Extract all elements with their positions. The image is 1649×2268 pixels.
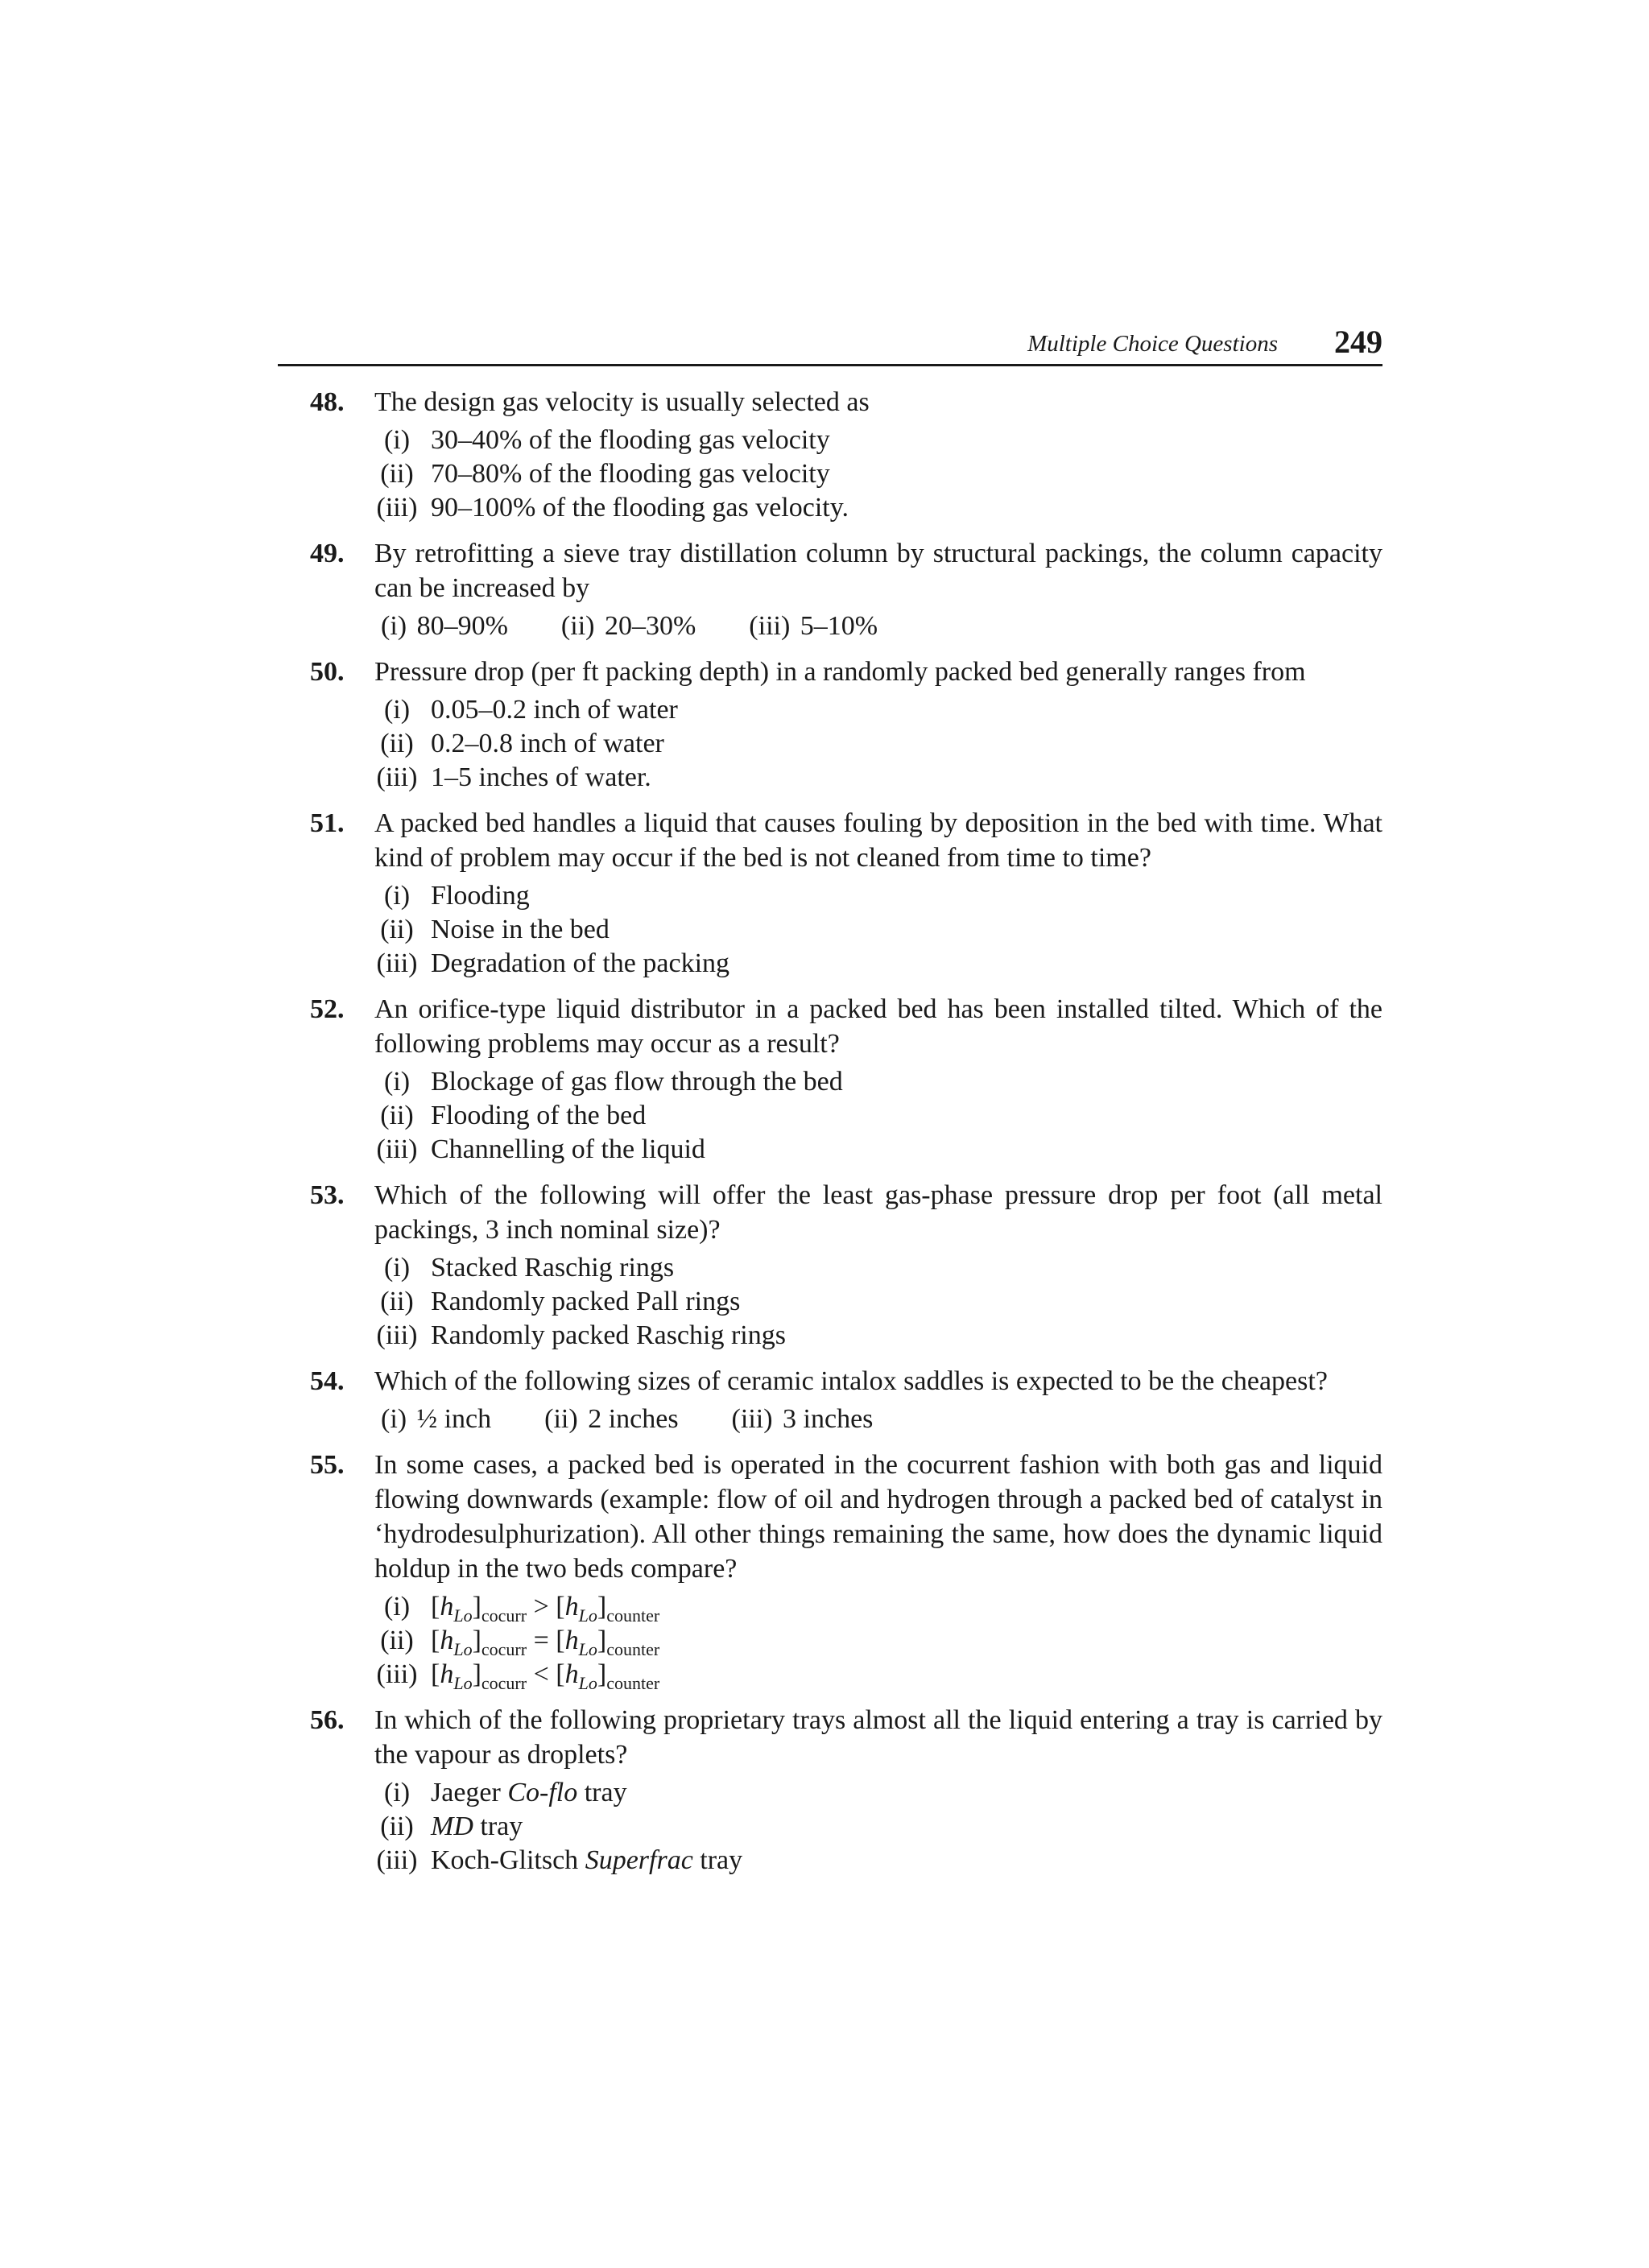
option-text-italic: Co-flo: [507, 1778, 578, 1807]
option-label: (i): [383, 425, 411, 455]
option-text: Noise in the bed: [431, 915, 610, 944]
option-label: (i): [383, 881, 411, 911]
option-item: [381, 609, 508, 643]
formula-symbol-sub: Lo: [578, 1605, 597, 1626]
option-item: [374, 1810, 1382, 1844]
option-label: (i): [383, 1592, 411, 1621]
option-list: [374, 1403, 1382, 1436]
option-item: [374, 761, 1382, 795]
option-text: 30–40% of the flooding gas velocity: [431, 425, 830, 455]
option-text-prefix: Koch-Glitsch: [431, 1845, 585, 1875]
formula-symbol-sub: Lo: [453, 1672, 473, 1693]
option-label: (iii): [749, 611, 791, 641]
option-text: 2 inches: [588, 1404, 679, 1434]
option-text-prefix: Jaeger: [431, 1778, 508, 1807]
option-text: Blockage of gas flow through the bed: [431, 1067, 843, 1097]
formula-symbol: h: [564, 1592, 579, 1621]
question-49: [278, 536, 1382, 643]
option-label: (i): [381, 1404, 407, 1434]
formula: $[h_{Lo}]_{cocurr} < [h_{Lo}]_{counter}$: [431, 1659, 660, 1693]
option-item: [381, 1403, 491, 1436]
option-text: 1–5 inches of water.: [431, 762, 651, 792]
option-label: (ii): [544, 1404, 578, 1434]
option-text: Flooding: [431, 881, 530, 911]
option-label: (ii): [380, 915, 414, 944]
page-header: [278, 320, 1382, 366]
question-number: 54.: [310, 1366, 345, 1396]
option-label: (i): [383, 695, 411, 725]
question-text: In which of the following proprietary trays almost all the liquid entering a tray is carried by the vapour as droplets?: [374, 1705, 1382, 1770]
formula-symbol-sub: Lo: [578, 1638, 597, 1659]
formula-sub-cocurr: cocurr: [481, 1605, 527, 1626]
option-label: (iii): [731, 1404, 773, 1434]
option-text: Stacked Raschig rings: [431, 1253, 675, 1283]
question-text: By retrofitting a sieve tray distillation column by structural packings, the column capacity can be increased by: [374, 539, 1382, 603]
option-text: 0.05–0.2 inch of water: [431, 695, 678, 725]
option-text: 90–100% of the flooding gas velocity.: [431, 493, 849, 523]
option-text-italic: MD: [431, 1812, 473, 1841]
option-text: 70–80% of the flooding gas velocity: [431, 459, 830, 489]
option-text-italic: Superfrac: [585, 1845, 693, 1875]
option-item: [374, 1319, 1382, 1353]
option-list: [374, 609, 1382, 643]
formula-sub-counter: counter: [606, 1605, 660, 1626]
option-text-suffix: tray: [692, 1845, 743, 1875]
option-item: [374, 1133, 1382, 1167]
question-text: In some cases, a packed bed is operated in the cocurrent fashion with both gas and liquid flowing downwards (example: flow of oil and hydrogen through a packed bed of catalyst in ‘hydrodesulphurization). All other things remaining the same, how does the dynamic liquid holdup in the two beds compare?: [374, 1450, 1382, 1584]
option-item: [749, 609, 878, 643]
question-number: 50.: [310, 657, 345, 687]
option-label: (ii): [380, 1812, 414, 1841]
option-text: Degradation of the packing: [431, 948, 730, 978]
formula-symbol-sub: Lo: [453, 1605, 473, 1626]
option-label: (i): [381, 611, 407, 641]
formula: $[h_{Lo}]_{cocurr} > [h_{Lo}]_{counter}$: [431, 1592, 660, 1626]
formula-symbol: h: [440, 1592, 454, 1621]
option-label: (ii): [560, 611, 595, 641]
option-text-suffix: tray: [577, 1778, 627, 1807]
option-label: (iii): [376, 1320, 418, 1350]
question-text: Which of the following sizes of ceramic intalox saddles is expected to be the cheapest?: [374, 1366, 1328, 1396]
option-item: [374, 947, 1382, 981]
option-label: (i): [383, 1253, 411, 1283]
option-label: (i): [383, 1067, 411, 1097]
option-label: (iii): [376, 762, 418, 792]
question-number: 51.: [310, 808, 345, 838]
formula-symbol-sub: Lo: [578, 1672, 597, 1693]
option-label: (ii): [380, 1626, 414, 1655]
option-item: [374, 1590, 1382, 1624]
formula-sub-cocurr: cocurr: [481, 1672, 527, 1693]
question-53: [278, 1178, 1382, 1353]
question-number: 52.: [310, 994, 345, 1024]
option-list: [374, 1590, 1382, 1692]
formula-relation: >: [533, 1592, 549, 1621]
question-50: [278, 655, 1382, 795]
option-text: 0.2–0.8 inch of water: [431, 729, 664, 758]
formula-symbol: h: [440, 1659, 454, 1689]
formula-sub-counter: counter: [606, 1638, 660, 1659]
question-text: An orifice-type liquid distributor in a packed bed has been installed tilted. Which of the following problems may occur as a result?: [374, 994, 1382, 1059]
option-item: [374, 1285, 1382, 1319]
option-label: (ii): [380, 459, 414, 489]
question-list: [278, 385, 1382, 1889]
question-number: 55.: [310, 1450, 345, 1480]
formula-symbol: h: [564, 1659, 579, 1689]
option-text: 5–10%: [800, 611, 878, 641]
formula-symbol-sub: Lo: [453, 1638, 473, 1659]
option-item: [374, 1099, 1382, 1133]
formula-symbol: h: [440, 1626, 454, 1655]
option-text: 3 inches: [783, 1404, 874, 1434]
formula-relation: <: [533, 1659, 549, 1689]
formula-relation: =: [533, 1626, 549, 1655]
question-text: Pressure drop (per ft packing depth) in a randomly packed bed generally ranges from: [374, 657, 1306, 687]
option-item: [374, 693, 1382, 727]
option-item: [374, 423, 1382, 457]
page-number: 249: [1334, 324, 1382, 360]
option-text: 80–90%: [416, 611, 508, 641]
question-55: [278, 1448, 1382, 1692]
formula: $[h_{Lo}]_{cocurr} = [h_{Lo}]_{counter}$: [431, 1626, 660, 1659]
question-number: 53.: [310, 1180, 345, 1210]
question-48: [278, 385, 1382, 525]
formula-sub-counter: counter: [606, 1672, 660, 1693]
option-list: [374, 1251, 1382, 1353]
option-label: (ii): [380, 1101, 414, 1130]
option-label: (iii): [376, 493, 418, 523]
question-56: [278, 1703, 1382, 1878]
question-text: Which of the following will offer the least gas-phase pressure drop per foot (all metal packings, 3 inch nominal size)?: [374, 1180, 1382, 1245]
option-item: [544, 1403, 678, 1436]
question-51: [278, 806, 1382, 981]
option-label: (ii): [380, 729, 414, 758]
option-item: [374, 491, 1382, 525]
option-list: [374, 879, 1382, 981]
option-list: [374, 1065, 1382, 1167]
option-text: 20–30%: [604, 611, 696, 641]
option-text-suffix: tray: [473, 1812, 523, 1841]
option-text: ½ inch: [416, 1404, 492, 1434]
formula-symbol: h: [564, 1626, 579, 1655]
option-list: [374, 693, 1382, 795]
running-title: Multiple Choice Questions: [1027, 331, 1278, 357]
option-label: (iii): [376, 1659, 418, 1689]
option-label: (iii): [376, 948, 418, 978]
option-item: [374, 727, 1382, 761]
option-item: [374, 1658, 1382, 1692]
option-item: [374, 913, 1382, 947]
formula-sub-cocurr: cocurr: [481, 1638, 527, 1659]
option-item: [561, 609, 696, 643]
option-item: [374, 1776, 1382, 1810]
option-list: [374, 1776, 1382, 1878]
question-text: The design gas velocity is usually selected as: [374, 387, 870, 417]
option-label: (iii): [376, 1845, 418, 1875]
option-label: (iii): [376, 1134, 418, 1164]
option-item: [732, 1403, 874, 1436]
option-text: Randomly packed Raschig rings: [431, 1320, 786, 1350]
option-text: Randomly packed Pall rings: [431, 1287, 741, 1316]
question-text: A packed bed handles a liquid that causes fouling by deposition in the bed with time. What kind of problem may occur if the bed is not cleaned from time to time?: [374, 808, 1382, 873]
option-label: (ii): [380, 1287, 414, 1316]
question-52: [278, 992, 1382, 1167]
option-text: Channelling of the liquid: [431, 1134, 705, 1164]
option-item: [374, 457, 1382, 491]
option-item: [374, 1624, 1382, 1658]
option-text: Flooding of the bed: [431, 1101, 647, 1130]
question-number: 49.: [310, 539, 345, 568]
question-54: [278, 1364, 1382, 1436]
option-item: [374, 1065, 1382, 1099]
question-number: 48.: [310, 387, 345, 417]
option-item: [374, 1251, 1382, 1285]
question-number: 56.: [310, 1705, 345, 1735]
option-item: [374, 1844, 1382, 1878]
option-item: [374, 879, 1382, 913]
option-list: [374, 423, 1382, 525]
option-label: (i): [383, 1778, 411, 1807]
